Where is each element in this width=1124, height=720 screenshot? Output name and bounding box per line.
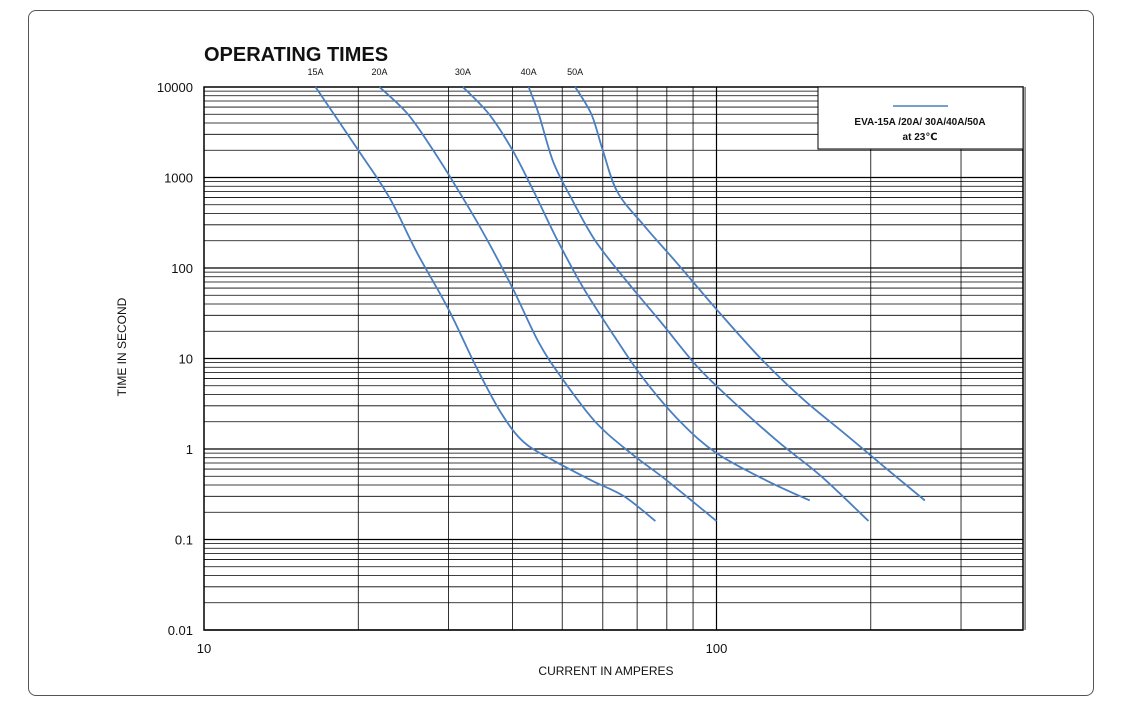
curve-labels-group bbox=[307, 67, 583, 77]
curve-label-30a: 30A bbox=[454, 67, 471, 77]
y-axis-label: TIME IN SECOND bbox=[115, 297, 129, 397]
y-tick-label: 10 bbox=[178, 351, 193, 367]
curve-label-40a: 40A bbox=[520, 67, 537, 77]
y-tick-label: 100 bbox=[171, 261, 193, 276]
x-axis-label: CURRENT IN AMPERES bbox=[538, 664, 674, 678]
y-tick-label: 1000 bbox=[164, 170, 193, 186]
legend-line2: at 23℃ bbox=[902, 132, 938, 143]
x-tick-label: 100 bbox=[705, 641, 728, 656]
y-tick-label: 1 bbox=[185, 442, 193, 457]
y-tick-label: 0.1 bbox=[174, 532, 193, 548]
y-tick-labels bbox=[157, 80, 193, 638]
x-tick-label: 10 bbox=[196, 641, 212, 656]
x-tick-labels bbox=[197, 641, 728, 656]
legend bbox=[818, 87, 1023, 149]
curve-label-50a: 50A bbox=[567, 67, 584, 77]
curve-label-20a: 20A bbox=[371, 67, 388, 77]
legend-line1: EVA-15A /20A/ 30A/40A/50A bbox=[854, 117, 986, 128]
grid-lines bbox=[204, 87, 1025, 630]
curve-label-15a: 15A bbox=[307, 67, 324, 77]
y-tick-label: 0.01 bbox=[167, 623, 193, 638]
chart-title: OPERATING TIMES bbox=[204, 44, 389, 66]
y-tick-label: 10000 bbox=[156, 80, 193, 95]
